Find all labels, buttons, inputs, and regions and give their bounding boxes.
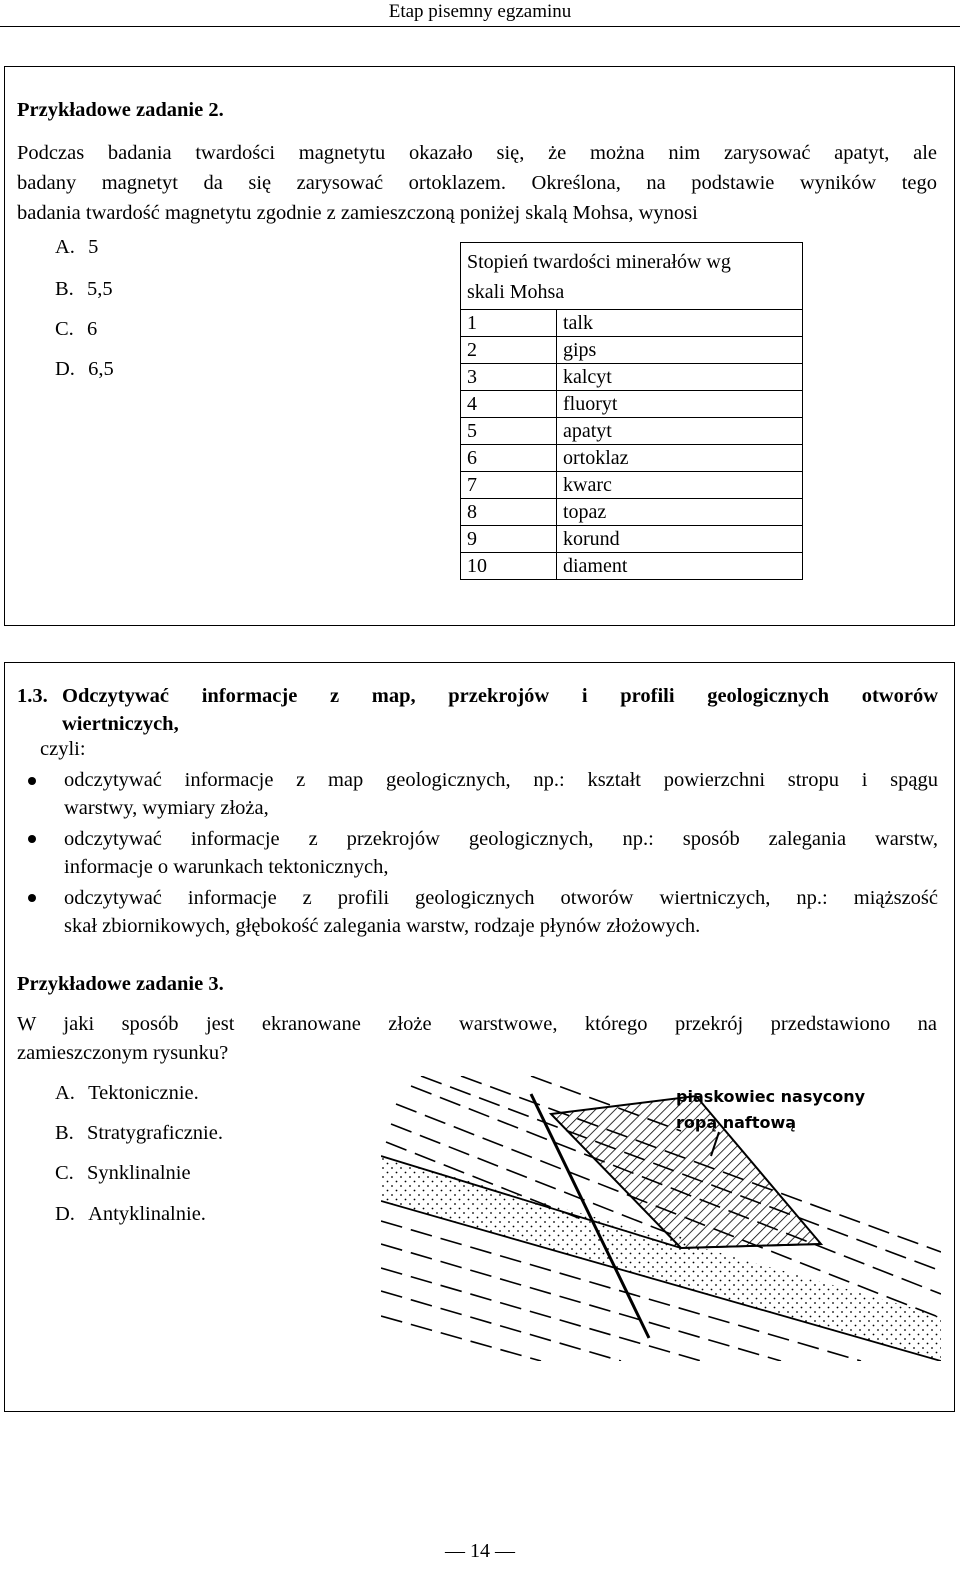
table-row — [461, 526, 803, 553]
answer-option[interactable] — [55, 234, 98, 260]
answer-text: 5 — [88, 236, 99, 258]
mineral-name: ortoklaz — [557, 445, 803, 472]
hardness-value: 9 — [461, 526, 557, 553]
answer-letter: C. — [55, 1162, 74, 1184]
task3-text-line: zamieszczonym rysunku? — [17, 1042, 229, 1064]
table-row — [461, 418, 803, 445]
figure-label-line: ropą naftową — [676, 1113, 797, 1132]
page-number-dash: — — [445, 1540, 470, 1562]
page-number — [0, 1540, 960, 1563]
answer-text: Tektonicznie. — [88, 1082, 199, 1104]
mohs-table — [460, 242, 803, 580]
hardness-value: 7 — [461, 472, 557, 499]
mineral-name: kalcyt — [557, 364, 803, 391]
table-row — [461, 364, 803, 391]
hardness-value: 3 — [461, 364, 557, 391]
task2-heading: Przykładowe zadanie 2. — [17, 99, 224, 121]
table-row — [461, 391, 803, 418]
bullet-text-line: odczytywać informacje z przekrojów geologicznych, np.: sposób zalegania warstw, — [64, 828, 938, 850]
mineral-name: diament — [557, 553, 803, 580]
answer-text: 6,5 — [88, 358, 114, 380]
hardness-value: 2 — [461, 337, 557, 364]
answer-option[interactable] — [55, 316, 97, 342]
answer-text: 6 — [86, 318, 98, 340]
task3-heading: Przykładowe zadanie 3. — [17, 973, 224, 995]
bullet-text-line: odczytywać informacje z profili geologicznych otworów wiertniczych, np.: miąższość — [64, 887, 938, 909]
hardness-value: 6 — [461, 445, 557, 472]
answer-option[interactable] — [55, 276, 113, 302]
answer-letter: C. — [55, 318, 74, 340]
task2-text-line: badania twardość magnetytu zgodnie z zamieszczoną poniżej skalą Mohsa, wynosi — [17, 202, 698, 224]
bullet-text-line: odczytywać informacje z map geologicznych, np.: kształt powierzchni stropu i spągu — [64, 769, 938, 791]
page-number-dash: — — [490, 1540, 515, 1562]
hardness-value: 5 — [461, 418, 557, 445]
section-title-line: wiertniczych, — [62, 713, 179, 735]
table-row — [461, 499, 803, 526]
table-row — [461, 553, 803, 580]
hardness-value: 8 — [461, 499, 557, 526]
bullet-text-line: informacje o warunkach tektonicznych, — [64, 856, 389, 878]
answer-option[interactable] — [55, 1201, 206, 1227]
answer-letter: A. — [55, 236, 75, 258]
answer-letter: B. — [55, 1122, 74, 1144]
table-row — [461, 445, 803, 472]
figure-label-line: piaskowiec nasycony — [676, 1087, 866, 1106]
table-row — [461, 337, 803, 364]
mohs-title-line: skali Mohsa — [467, 281, 565, 303]
task2-text-line: Podczas badania twardości magnetytu okazało się, że można nim zarysować apatyt, ale — [17, 142, 937, 164]
bullet-text-line: skał zbiornikowych, głębokość zalegania warstw, rodzaje płynów złożowych. — [64, 915, 701, 937]
task2-text-line: badany magnetyt da się zarysować ortoklazem. Określona, na podstawie wyników tego — [17, 172, 937, 194]
answer-letter: D. — [55, 1203, 75, 1225]
section-intro: czyli: — [40, 738, 86, 760]
hardness-value: 4 — [461, 391, 557, 418]
mineral-name: gips — [557, 337, 803, 364]
answer-option[interactable] — [55, 1160, 191, 1186]
mineral-name: korund — [557, 526, 803, 553]
geological-cross-section — [381, 1076, 941, 1361]
answer-letter: A. — [55, 1082, 75, 1104]
mineral-name: topaz — [557, 499, 803, 526]
hardness-value: 10 — [461, 553, 557, 580]
header-title: Etap pisemny egzaminu — [388, 1, 572, 22]
mohs-title-line: Stopień twardości minerałów wg — [467, 251, 731, 273]
task3-text-line: W jaki sposób jest ekranowane złoże warstwowe, którego przekrój przedstawiono na — [17, 1013, 937, 1035]
section-title-line: Odczytywać informacje z map, przekrojów i profili geologicznych otworów — [62, 685, 938, 707]
bullet-text-line: warstwy, wymiary złoża, — [64, 797, 269, 819]
mineral-name: apatyt — [557, 418, 803, 445]
mohs-table-header — [461, 243, 803, 310]
page-header — [0, 0, 960, 27]
section-number: 1.3. — [17, 685, 48, 707]
answer-text: Synklinalnie — [86, 1162, 191, 1184]
answer-option[interactable] — [55, 356, 114, 382]
mohs-table-title — [461, 243, 803, 310]
mineral-name: fluoryt — [557, 391, 803, 418]
page-number-value: 14 — [470, 1540, 490, 1562]
table-row — [461, 310, 803, 337]
hardness-value: 1 — [461, 310, 557, 337]
mineral-name: kwarc — [557, 472, 803, 499]
answer-letter: D. — [55, 358, 75, 380]
table-row — [461, 472, 803, 499]
answer-text: Antyklinalnie. — [88, 1203, 206, 1225]
answer-option[interactable] — [55, 1080, 199, 1106]
answer-text: 5,5 — [86, 278, 113, 300]
answer-text: Stratygraficznie. — [86, 1122, 223, 1144]
answer-option[interactable] — [55, 1120, 223, 1146]
mineral-name: talk — [557, 310, 803, 337]
answer-letter: B. — [55, 278, 74, 300]
